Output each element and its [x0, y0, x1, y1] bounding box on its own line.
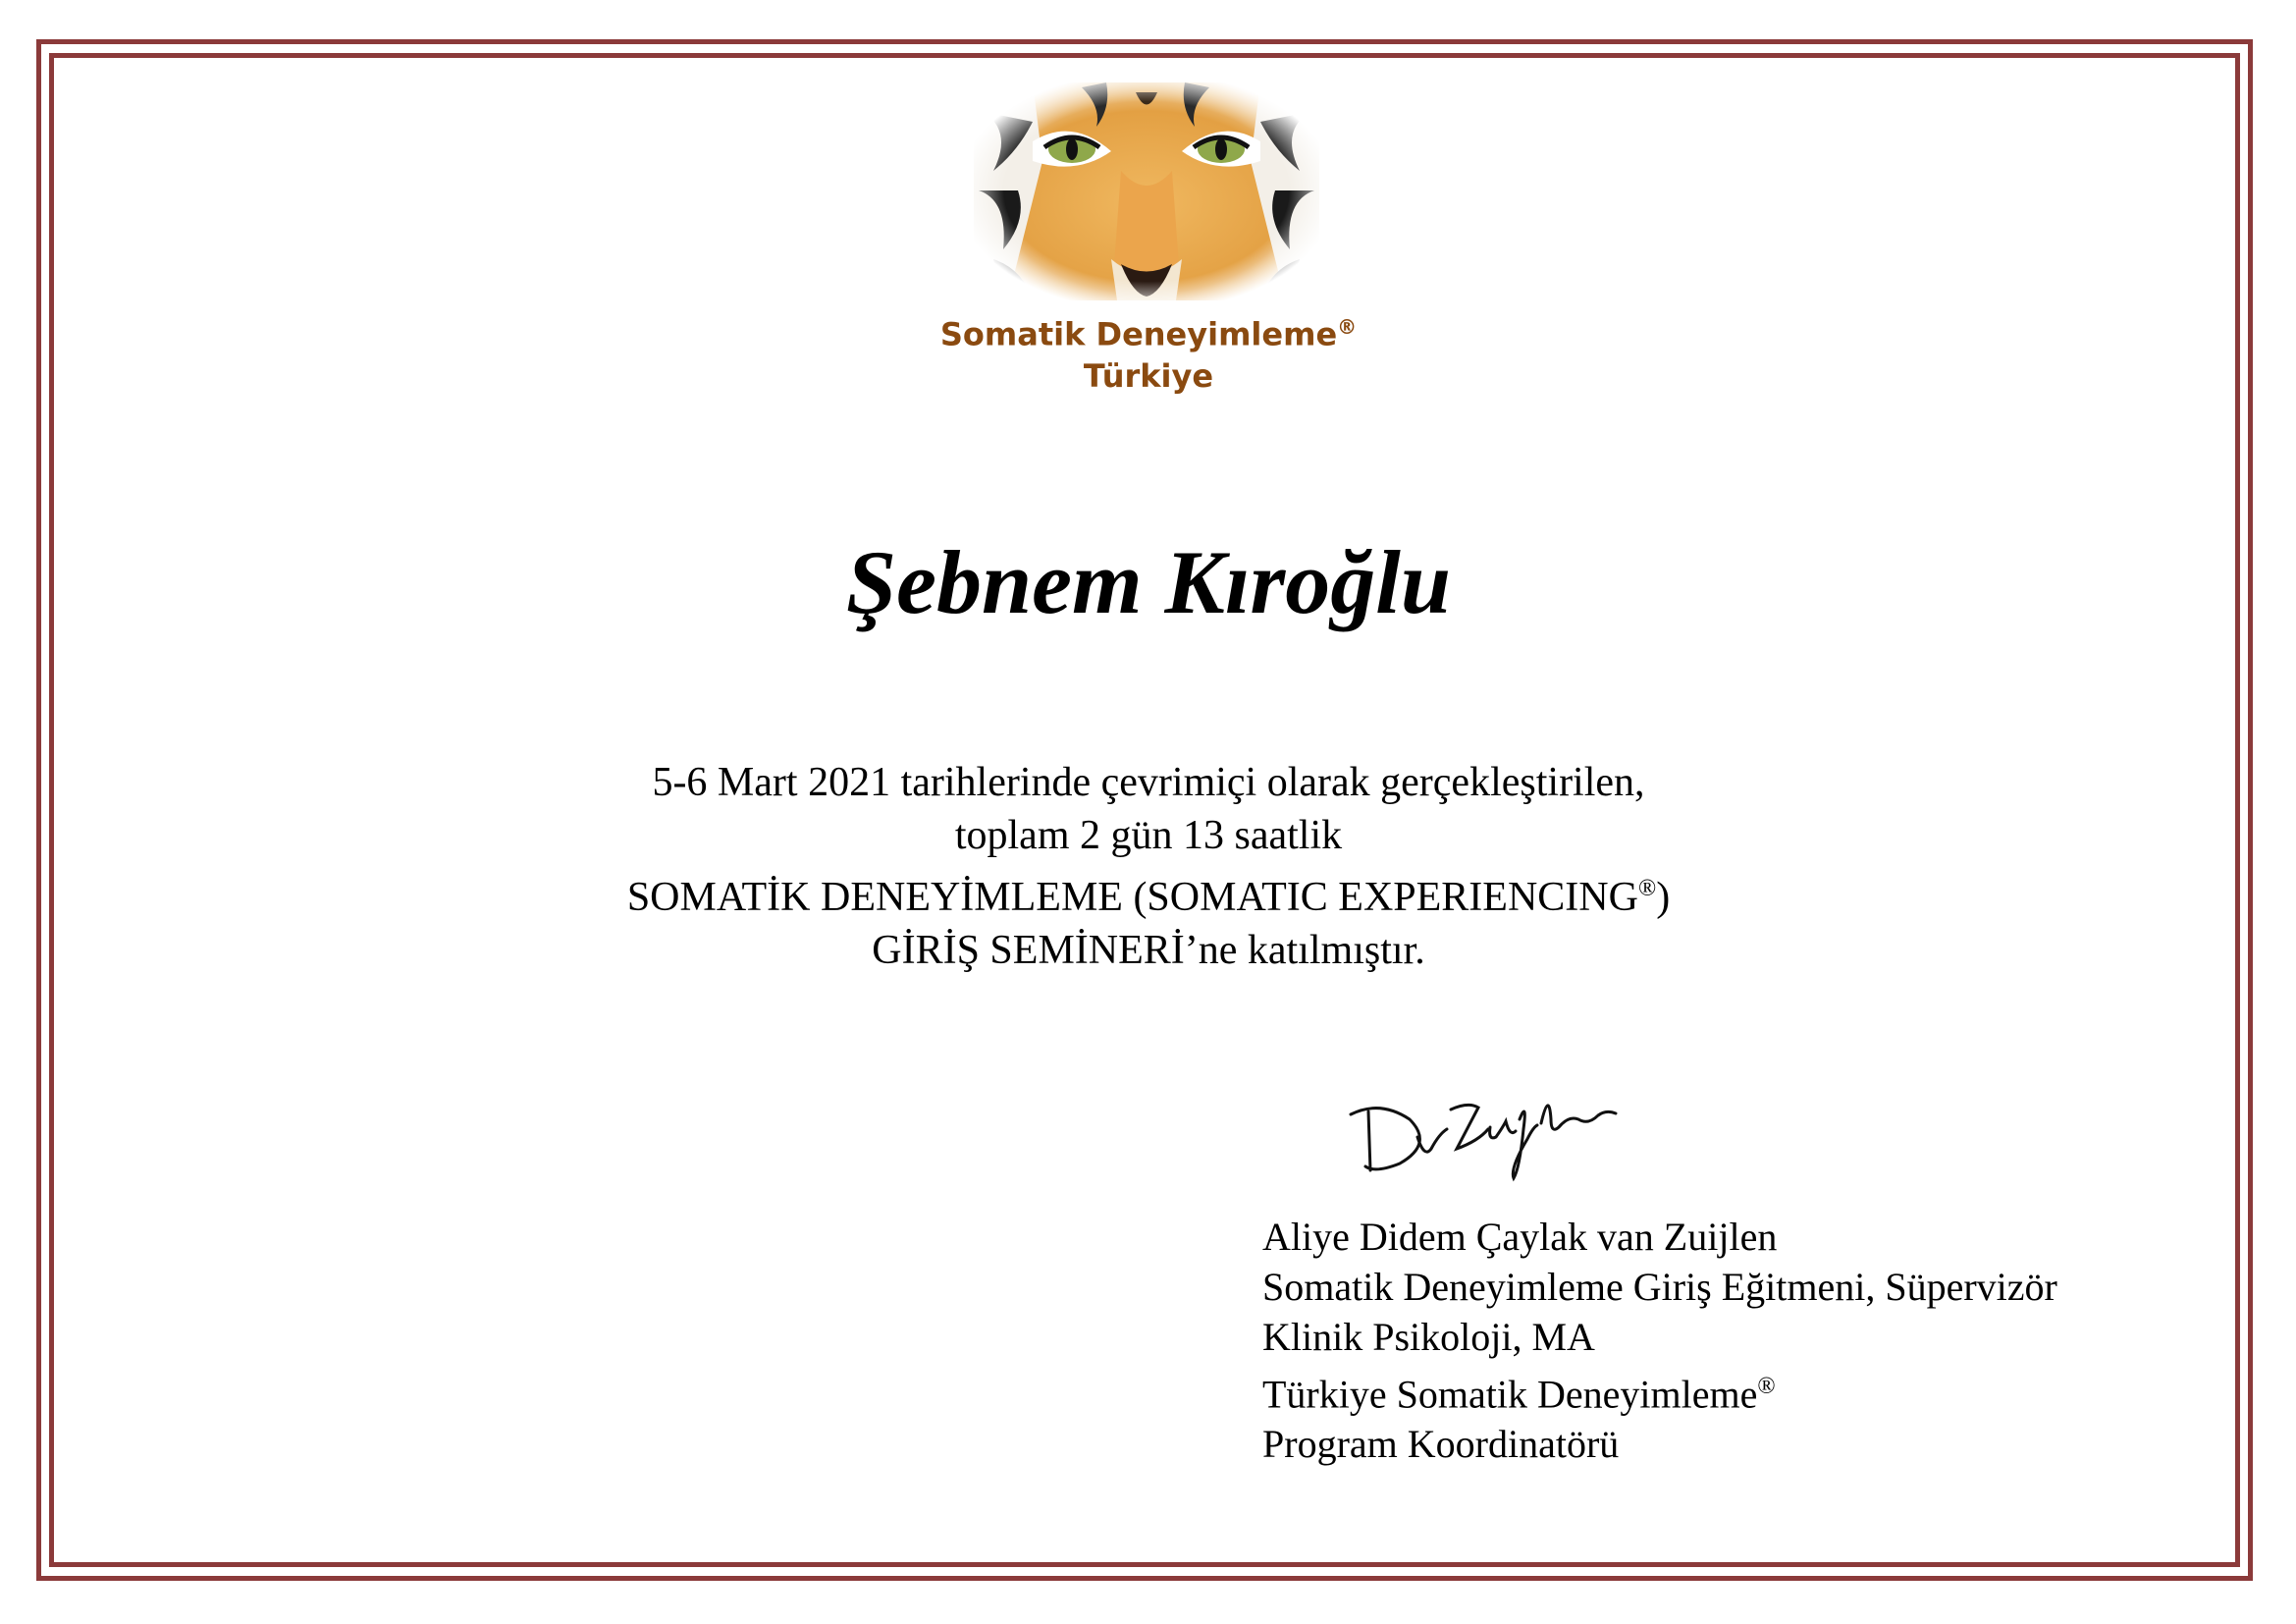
organization-name-line1: Somatik Deneyimleme: [939, 315, 1338, 353]
signer-org-text: Türkiye Somatik Deneyimleme: [1262, 1372, 1758, 1417]
registered-mark: ®: [1337, 315, 1358, 339]
body-line-3-text: SOMATİK DENEYİMLEME (SOMATIC EXPERIENCING: [626, 875, 1638, 920]
signature-icon: [1341, 1080, 1645, 1188]
certificate-body: [363, 756, 1934, 977]
signer-registered-mark: ®: [1757, 1374, 1776, 1399]
body-line-3: [363, 862, 1934, 924]
body-line-1: 5-6 Mart 2021 tarihlerinde çevrimiçi olarak gerçekleştirilen,: [652, 760, 1645, 805]
recipient-name: Şebnem Kıroğlu: [845, 532, 1451, 632]
signer-org: [1262, 1362, 2224, 1419]
organization-name: [864, 306, 1433, 397]
signer-role: Program Koordinatörü: [1262, 1422, 1620, 1467]
tiger-logo-icon: [974, 82, 1319, 300]
organization-name-line2: Türkiye: [1083, 356, 1214, 395]
body-line-3-close: ): [1656, 875, 1671, 920]
signer-block: [1262, 1212, 2224, 1469]
signer-name: Aliye Didem Çaylak van Zuijlen: [1262, 1215, 1778, 1259]
body-line-4: GİRİŞ SEMİNERİ’ne katılmıştır.: [872, 928, 1425, 973]
body-registered-mark: ®: [1637, 876, 1657, 901]
signer-degree: Klinik Psikoloji, MA: [1262, 1315, 1595, 1359]
signer-title: Somatik Deneyimleme Giriş Eğitmeni, Süpervizör: [1262, 1265, 2057, 1309]
body-line-2: toplam 2 gün 13 saatlik: [954, 813, 1343, 858]
